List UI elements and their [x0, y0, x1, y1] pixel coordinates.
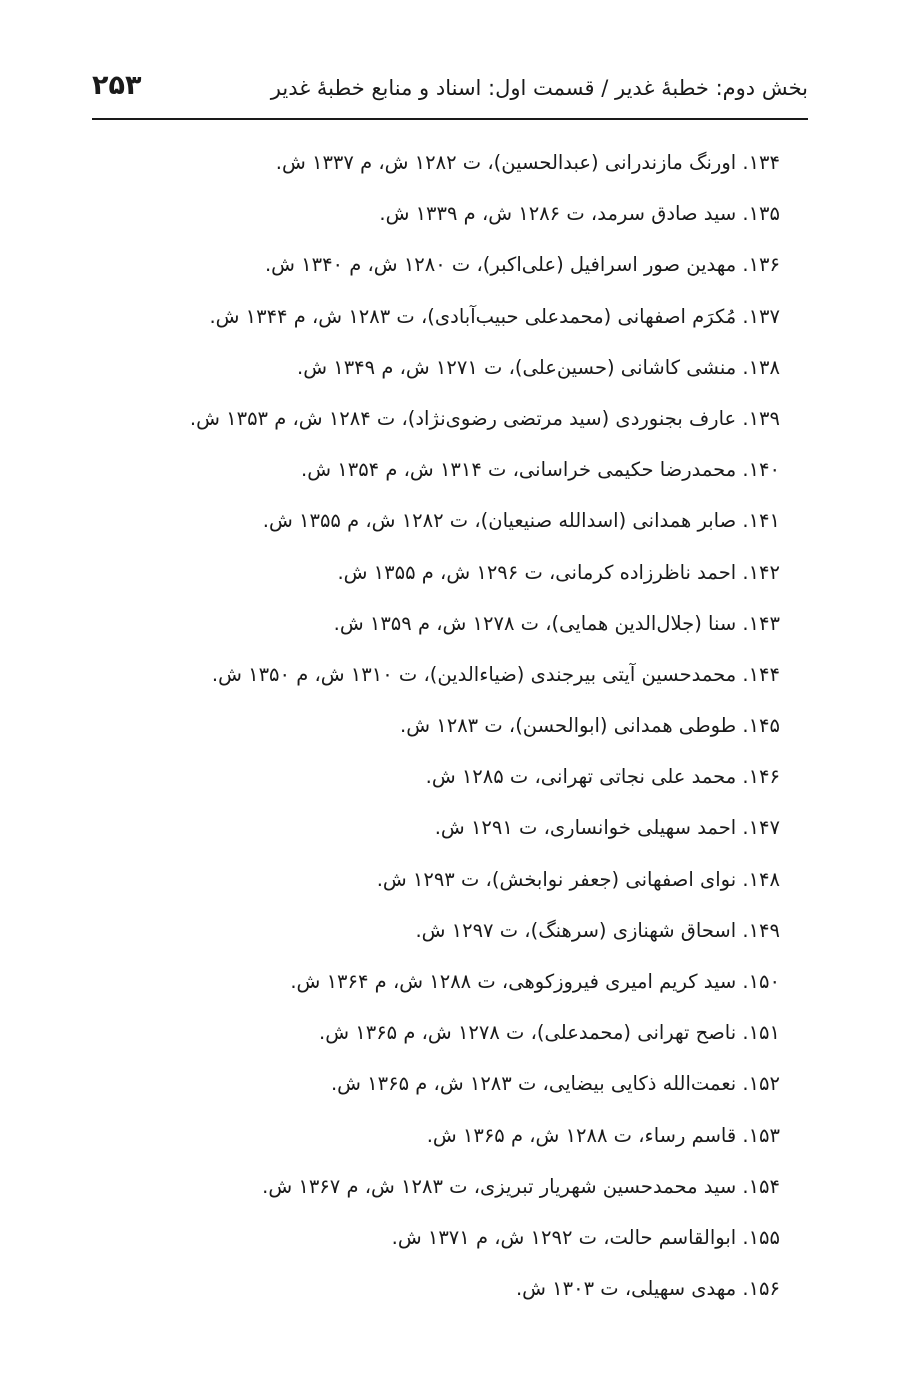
- list-item: ۱۵۲. نعمت‌الله ذکایی بیضایی، ت ۱۲۸۳ ش، م ۱۳۶۵ ش.: [330, 1072, 780, 1096]
- list-item: ۱۴۰. محمدرضا حکیمی خراسانی، ت ۱۳۱۴ ش، م ۱۳۵۴ ش.: [301, 458, 780, 482]
- list-item: ۱۴۴. محمدحسین آیتی بیرجندی (ضیاءالدین)، ت ۱۳۱۰ ش، م ۱۳۵۰ ش.: [211, 662, 780, 686]
- list-item: ۱۳۸. منشی کاشانی (حسین‌علی)، ت ۱۲۷۱ ش، م ۱۳۴۹ ش.: [297, 355, 780, 379]
- list-item: ۱۳۷. مُکرَم اصفهانی (محمدعلی حبیب‌آبادی)، ت ۱۲۸۳ ش، م ۱۳۴۴ ش.: [209, 304, 780, 328]
- list-item: ۱۴۷. احمد سهیلی خوانساری، ت ۱۲۹۱ ش.: [434, 816, 780, 840]
- list-item: ۱۵۱. ناصح تهرانی (محمدعلی)، ت ۱۲۷۸ ش، م ۱۳۶۵ ش.: [319, 1021, 780, 1045]
- list-item: ۱۴۹. اسحاق شهنازی (سرهنگ)، ت ۱۲۹۷ ش.: [415, 918, 780, 942]
- list-item: ۱۵۶. مهدی سهیلی، ت ۱۳۰۳ ش.: [515, 1277, 780, 1301]
- list-item: ۱۴۳. سنا (جلال‌الدین همایی)، ت ۱۲۷۸ ش، م ۱۳۵۹ ش.: [333, 611, 780, 635]
- list-item: ۱۳۴. اورنگ مازندرانی (عبدالحسین)، ت ۱۲۸۲ ش، م ۱۳۳۷ ش.: [275, 151, 780, 174]
- list-item: ۱۵۳. قاسم رساء، ت ۱۲۸۸ ش، م ۱۳۶۵ ش.: [426, 1123, 780, 1147]
- page-number: ۲۵۳: [92, 70, 142, 101]
- list-item: ۱۵۴. سید محمدحسین شهریار تبریزی، ت ۱۲۸۳ ش، م ۱۳۶۷ ش.: [262, 1174, 780, 1198]
- list-item: ۱۳۶. مهدین صور اسرافیل (علی‌اکبر)، ت ۱۲۸۰ ش، م ۱۳۴۰ ش.: [264, 253, 780, 277]
- list-item: ۱۴۶. محمد علی نجاتی تهرانی، ت ۱۲۸۵ ش.: [425, 765, 780, 789]
- list-item: ۱۳۵. سید صادق سرمد، ت ۱۲۸۶ ش، م ۱۳۳۹ ش.: [379, 202, 780, 226]
- list-item: ۱۵۵. ابوالقاسم حالت، ت ۱۲۹۲ ش، م ۱۳۷۱ ش.: [391, 1225, 780, 1249]
- running-title: بخش دوم: خطبهٔ غدیر / قسمت اول: اسناد و منابع خطبهٔ غدیر: [270, 76, 808, 100]
- list-item: ۱۴۲. احمد ناظرزاده کرمانی، ت ۱۲۹۶ ش، م ۱۳۵۵ ش.: [337, 560, 780, 584]
- list-item: ۱۵۰. سید کریم امیری فیروزکوهی، ت ۱۲۸۸ ش، م ۱۳۶۴ ش.: [290, 970, 780, 993]
- list-item: ۱۴۱. صابر همدانی (اسدالله صنیعیان)، ت ۱۲۸۲ ش، م ۱۳۵۵ ش.: [262, 509, 780, 533]
- list-item: ۱۴۸. نوای اصفهانی (جعفر نوابخش)، ت ۱۲۹۳ ش.: [376, 867, 780, 891]
- list-item: ۱۴۵. طوطی همدانی (ابوالحسن)، ت ۱۲۸۳ ش.: [400, 714, 780, 738]
- poet-list: [100, 142, 780, 1319]
- page-header: [92, 66, 808, 120]
- list-item: ۱۳۹. عارف بجنوردی (سید مرتضی رضوی‌نژاد)، ت ۱۲۸۴ ش، م ۱۳۵۳ ش.: [189, 406, 780, 430]
